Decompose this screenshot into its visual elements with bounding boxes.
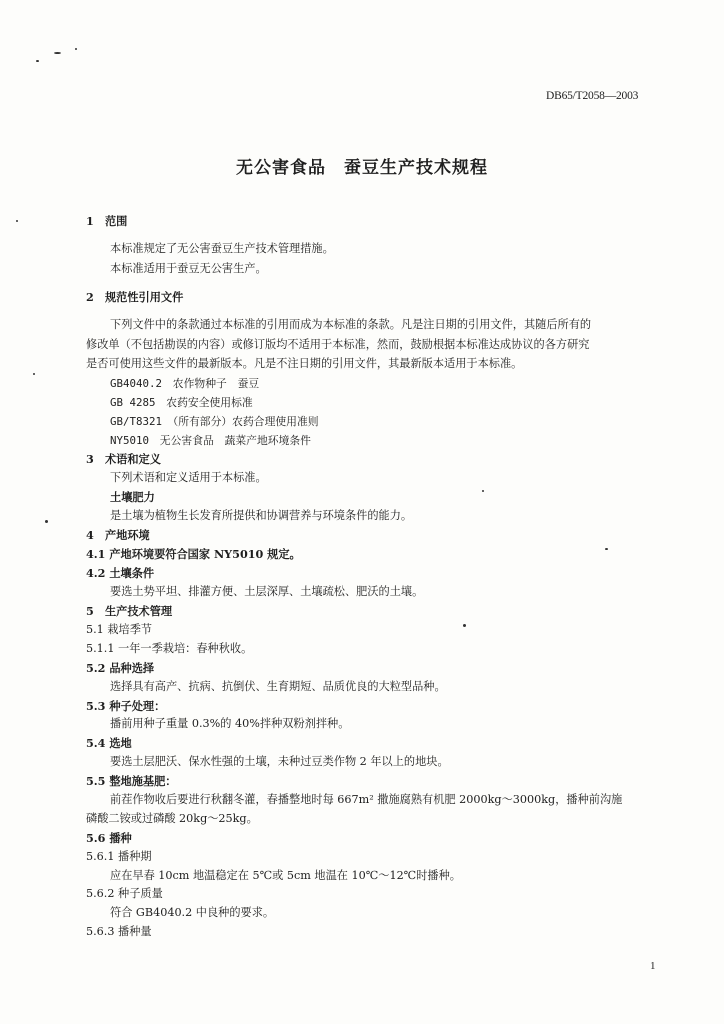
doc-line: 5.3 种子处理： <box>86 699 166 713</box>
doc-line: 1 范围 <box>86 214 128 228</box>
doc-line: 下列文件中的条款通过本标准的引用而成为本标准的条款。凡是注日期的引用文件，其随后所有的 <box>110 318 592 331</box>
doc-line: 土壤肥力 <box>110 490 155 504</box>
doc-line: 3 术语和定义 <box>86 452 161 466</box>
doc-line: 本标准规定了无公害蚕豆生产技术管理措施。 <box>110 242 334 255</box>
doc-line: 要选土层肥沃、保水性强的土壤，未种过豆类作物 2 年以上的地块。 <box>110 755 449 768</box>
scan-speck <box>463 624 466 627</box>
doc-line: 5.6.3 播种量 <box>86 925 152 938</box>
doc-line: 5.1 栽培季节 <box>86 623 153 636</box>
doc-line: 要选土势平坦、排灌方便、土层深厚、土壤疏松、肥沃的土壤。 <box>110 585 424 598</box>
doc-line: NY5010 无公害食品 蔬菜产地环境条件 <box>110 434 311 447</box>
doc-line: 是土壤为植物生长发育所提供和协调营养与环境条件的能力。 <box>110 509 413 522</box>
scan-speck <box>16 220 18 222</box>
scan-speck <box>33 373 35 375</box>
scan-speck <box>75 48 77 50</box>
doc-line: 4.1 产地环境要符合国家 NY5010 规定。 <box>86 547 301 561</box>
doc-line: 本标准适用于蚕豆无公害生产。 <box>110 262 267 275</box>
doc-line: GB4040.2 农作物种子 蚕豆 <box>110 377 260 390</box>
doc-line: GB/T8321 （所有部分）农药合理使用准则 <box>110 415 319 428</box>
doc-line: 下列术语和定义适用于本标准。 <box>110 471 267 484</box>
doc-line: 5.6 播种 <box>86 831 132 845</box>
scan-speck <box>36 60 39 62</box>
doc-line: 是否可使用这些文件的最新版本。凡是不注日期的引用文件，其最新版本适用于本标准。 <box>86 357 523 370</box>
doc-line: 选择具有高产、抗病、抗倒伏、生育期短、品质优良的大粒型品种。 <box>110 680 446 693</box>
doc-line: 4.2 土壤条件 <box>86 566 155 580</box>
doc-line: 5.2 品种选择 <box>86 661 155 675</box>
doc-line: 5.5 整地施基肥： <box>86 774 177 788</box>
doc-line: 2 规范性引用文件 <box>86 290 184 304</box>
scan-speck <box>605 548 608 550</box>
doc-line: 符合 GB4040.2 中良种的要求。 <box>110 906 275 919</box>
doc-line: 5 生产技术管理 <box>86 604 173 618</box>
standard-number: DB65/T2058—2003 <box>546 90 639 102</box>
scan-speck <box>45 520 48 523</box>
doc-line: 4 产地环境 <box>86 528 150 542</box>
doc-line: 5.1.1 一年一季栽培：春种秋收。 <box>86 642 253 655</box>
doc-line: 应在早春 10cm 地温稳定在 5℃或 5cm 地温在 10℃～12℃时播种。 <box>110 869 461 882</box>
scan-speck <box>482 490 484 492</box>
doc-line: GB 4285 农药安全使用标准 <box>110 396 253 409</box>
doc-line: 5.6.2 种子质量 <box>86 887 163 900</box>
doc-line: 播前用种子重量 0.3%的 40%拌种双粉剂拌种。 <box>110 717 350 730</box>
doc-line: 修改单（不包括勘误的内容）或修订版均不适用于本标准，然而，鼓励根据本标准达成协议的各方研究 <box>86 338 590 351</box>
doc-line: 前茬作物收后要进行秋翻冬灌，春播整地时每 667m² 撒施腐熟有机肥 2000kg～3000kg，播种前沟施 <box>110 793 623 806</box>
document-title: 无公害食品 蚕豆生产技术规程 <box>236 158 488 178</box>
scan-speck <box>54 52 61 54</box>
doc-line: 5.4 选地 <box>86 736 132 750</box>
doc-line: 磷酸二铵或过磷酸 20kg～25kg。 <box>86 812 258 825</box>
doc-line: 5.6.1 播种期 <box>86 850 152 863</box>
page-number: 1 <box>650 960 656 972</box>
